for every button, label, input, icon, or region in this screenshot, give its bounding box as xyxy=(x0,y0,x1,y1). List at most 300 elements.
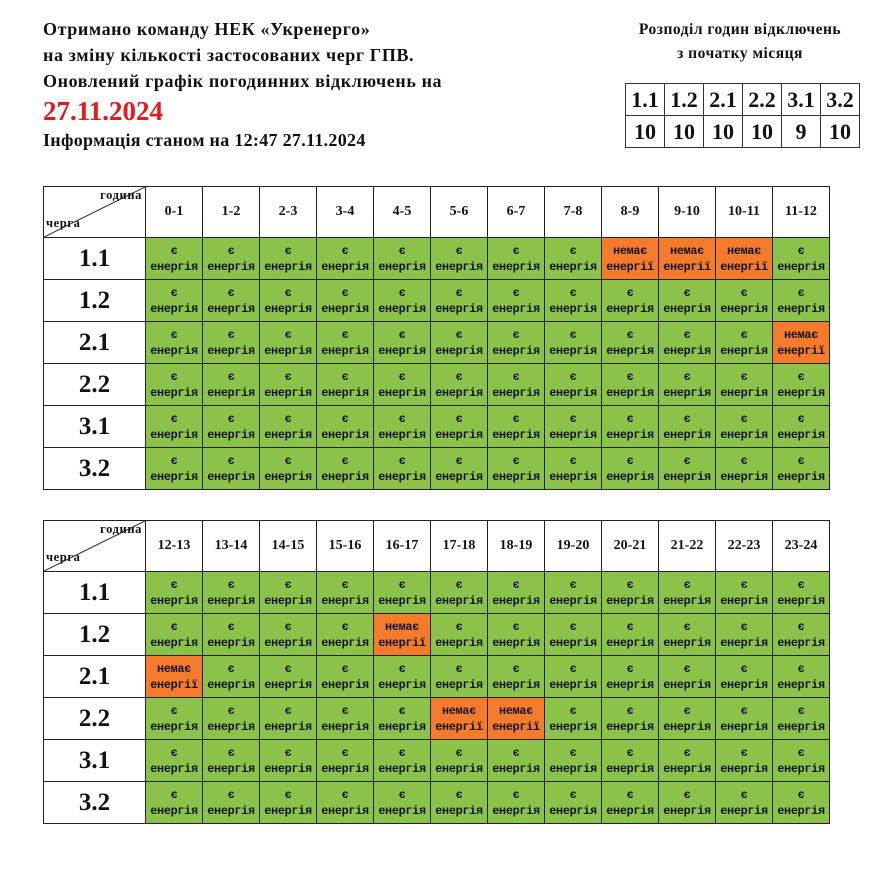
queue-row xyxy=(44,448,830,490)
power-on-cell xyxy=(203,782,260,824)
cell-status-line-1: є xyxy=(284,411,292,426)
header-block xyxy=(43,16,442,152)
queue-label: 2.1 xyxy=(44,322,146,364)
power-off-cell xyxy=(146,656,203,698)
cell-status-line-2: енергія xyxy=(207,427,255,442)
cell-status-line-2: енергія xyxy=(720,427,768,442)
cell-status-line-1: є xyxy=(683,577,691,592)
cell-status-line-1: є xyxy=(341,453,349,468)
power-on-cell xyxy=(545,238,602,280)
cell-status-line-2: енергія xyxy=(321,593,369,608)
distribution-title xyxy=(620,18,860,66)
distribution-hours-cell: 10 xyxy=(821,116,860,148)
cell-status-line-2: енергія xyxy=(606,469,654,484)
cell-status-line-1: є xyxy=(797,745,805,760)
cell-status-line-2: енергія xyxy=(264,427,312,442)
cell-status-line-2: енергія xyxy=(777,635,825,650)
power-on-cell xyxy=(488,448,545,490)
cell-status-line-1: є xyxy=(398,411,406,426)
cell-status-line-2: енергія xyxy=(663,427,711,442)
cell-status-line-1: є xyxy=(569,619,577,634)
cell-status-line-2: енергія xyxy=(492,469,540,484)
cell-status-line-2: енергія xyxy=(435,593,483,608)
cell-status-line-2: енергія xyxy=(777,677,825,692)
cell-status-line-1: є xyxy=(797,661,805,676)
cell-status-line-2: енергії xyxy=(492,719,540,734)
cell-status-line-2: енергія xyxy=(207,635,255,650)
cell-status-line-2: енергія xyxy=(777,719,825,734)
hour-header: 13-14 xyxy=(203,521,260,572)
cell-status-line-1: є xyxy=(341,787,349,802)
cell-status-line-2: енергія xyxy=(378,469,426,484)
power-on-cell xyxy=(545,572,602,614)
cell-status-line-1: є xyxy=(170,619,178,634)
cell-status-line-2: енергія xyxy=(663,385,711,400)
cell-status-line-2: енергія xyxy=(492,427,540,442)
power-on-cell xyxy=(260,448,317,490)
cell-status-line-1: є xyxy=(341,745,349,760)
cell-status-line-2: енергія xyxy=(321,469,369,484)
cell-status-line-1: є xyxy=(398,661,406,676)
hour-header: 9-10 xyxy=(659,187,716,238)
cell-status-line-1: є xyxy=(797,453,805,468)
cell-status-line-1: є xyxy=(569,411,577,426)
cell-status-line-2: енергія xyxy=(777,593,825,608)
cell-status-line-2: енергія xyxy=(492,301,540,316)
power-on-cell xyxy=(431,614,488,656)
cell-status-line-1: є xyxy=(398,787,406,802)
power-on-cell xyxy=(602,656,659,698)
power-on-cell xyxy=(203,238,260,280)
hour-header: 17-18 xyxy=(431,521,488,572)
cell-status-line-1: є xyxy=(398,285,406,300)
queue-label: 1.2 xyxy=(44,614,146,656)
power-on-cell xyxy=(659,280,716,322)
hour-header: 23-24 xyxy=(773,521,830,572)
cell-status-line-1: є xyxy=(569,327,577,342)
power-on-cell xyxy=(602,406,659,448)
cell-status-line-1: є xyxy=(626,453,634,468)
cell-status-line-1: є xyxy=(683,411,691,426)
cell-status-line-2: енергія xyxy=(435,343,483,358)
cell-status-line-2: енергія xyxy=(777,385,825,400)
power-on-cell xyxy=(317,698,374,740)
cell-status-line-1: є xyxy=(170,327,178,342)
power-on-cell xyxy=(260,740,317,782)
cell-status-line-1: є xyxy=(569,661,577,676)
cell-status-line-2: енергія xyxy=(435,761,483,776)
cell-status-line-2: енергія xyxy=(150,469,198,484)
cell-status-line-1: є xyxy=(284,369,292,384)
power-on-cell xyxy=(317,656,374,698)
cell-status-line-1: є xyxy=(170,577,178,592)
power-on-cell xyxy=(716,280,773,322)
cell-status-line-1: є xyxy=(512,577,520,592)
hour-header: 1-2 xyxy=(203,187,260,238)
power-on-cell xyxy=(146,322,203,364)
cell-status-line-1: є xyxy=(512,411,520,426)
cell-status-line-1: є xyxy=(284,577,292,592)
cell-status-line-1: є xyxy=(170,243,178,258)
power-on-cell xyxy=(260,698,317,740)
power-on-cell xyxy=(431,656,488,698)
cell-status-line-1: є xyxy=(683,453,691,468)
power-on-cell xyxy=(146,614,203,656)
power-on-cell xyxy=(203,364,260,406)
cell-status-line-1: немає xyxy=(499,703,533,718)
cell-status-line-2: енергія xyxy=(150,343,198,358)
cell-status-line-1: є xyxy=(626,787,634,802)
power-on-cell xyxy=(488,280,545,322)
cell-status-line-2: енергія xyxy=(264,677,312,692)
cell-status-line-1: є xyxy=(341,703,349,718)
cell-status-line-1: є xyxy=(569,369,577,384)
power-on-cell xyxy=(260,364,317,406)
hour-header: 10-11 xyxy=(716,187,773,238)
cell-status-line-2: енергія xyxy=(264,469,312,484)
power-on-cell xyxy=(431,364,488,406)
power-on-cell xyxy=(260,572,317,614)
queue-row xyxy=(44,322,830,364)
cell-status-line-1: є xyxy=(569,577,577,592)
cell-status-line-1: є xyxy=(683,661,691,676)
cell-status-line-1: є xyxy=(740,327,748,342)
power-on-cell xyxy=(317,740,374,782)
power-on-cell xyxy=(545,280,602,322)
power-on-cell xyxy=(545,782,602,824)
cell-status-line-1: є xyxy=(740,745,748,760)
header-line-2: на зміну кількості застосованих черг ГПВ. xyxy=(43,45,415,65)
cell-status-line-2: енергія xyxy=(264,385,312,400)
power-on-cell xyxy=(602,782,659,824)
queue-axis-label: черга xyxy=(46,550,81,564)
power-on-cell xyxy=(488,322,545,364)
power-on-cell xyxy=(374,280,431,322)
power-on-cell xyxy=(203,656,260,698)
queue-row xyxy=(44,406,830,448)
cell-status-line-2: енергія xyxy=(321,259,369,274)
cell-status-line-2: енергія xyxy=(663,677,711,692)
cell-status-line-2: енергія xyxy=(378,803,426,818)
queue-row xyxy=(44,238,830,280)
cell-status-line-1: є xyxy=(170,285,178,300)
power-on-cell xyxy=(716,656,773,698)
cell-status-line-2: енергія xyxy=(264,761,312,776)
distribution-queue-cell: 2.1 xyxy=(704,84,743,116)
cell-status-line-2: енергія xyxy=(492,677,540,692)
cell-status-line-2: енергія xyxy=(435,427,483,442)
cell-status-line-1: є xyxy=(284,243,292,258)
cell-status-line-2: енергія xyxy=(207,761,255,776)
power-on-cell xyxy=(659,572,716,614)
cell-status-line-1: є xyxy=(455,327,463,342)
power-on-cell xyxy=(602,448,659,490)
power-on-cell xyxy=(773,406,830,448)
cell-status-line-2: енергія xyxy=(321,719,369,734)
hour-header: 19-20 xyxy=(545,521,602,572)
schedule-table-am xyxy=(43,186,830,490)
distribution-hours-cell: 9 xyxy=(782,116,821,148)
cell-status-line-2: енергія xyxy=(378,761,426,776)
cell-status-line-2: енергія xyxy=(150,301,198,316)
cell-status-line-1: є xyxy=(683,745,691,760)
hour-header: 14-15 xyxy=(260,521,317,572)
cell-status-line-2: енергія xyxy=(207,593,255,608)
cell-status-line-1: є xyxy=(569,285,577,300)
cell-status-line-1: є xyxy=(170,369,178,384)
cell-status-line-2: енергія xyxy=(663,343,711,358)
cell-status-line-1: є xyxy=(284,787,292,802)
cell-status-line-2: енергія xyxy=(549,427,597,442)
hour-axis-label: година xyxy=(100,188,142,202)
hour-header: 22-23 xyxy=(716,521,773,572)
power-on-cell xyxy=(545,614,602,656)
queue-row xyxy=(44,782,830,824)
cell-status-line-1: є xyxy=(455,243,463,258)
power-on-cell xyxy=(146,740,203,782)
power-off-cell xyxy=(773,322,830,364)
queue-row xyxy=(44,280,830,322)
cell-status-line-2: енергія xyxy=(663,301,711,316)
cell-status-line-1: є xyxy=(512,369,520,384)
header-line-1: Отримано команду НЕК «Укренерго» xyxy=(43,19,371,39)
cell-status-line-1: є xyxy=(512,619,520,634)
cell-status-line-1: є xyxy=(341,243,349,258)
cell-status-line-1: є xyxy=(284,285,292,300)
cell-status-line-1: є xyxy=(626,577,634,592)
queue-label: 1.1 xyxy=(44,238,146,280)
cell-status-line-1: є xyxy=(227,577,235,592)
power-on-cell xyxy=(488,656,545,698)
cell-status-line-1: є xyxy=(170,453,178,468)
cell-status-line-1: є xyxy=(626,745,634,760)
power-on-cell xyxy=(659,656,716,698)
cell-status-line-1: є xyxy=(626,369,634,384)
distribution-queue-cell: 1.1 xyxy=(626,84,665,116)
hour-header: 0-1 xyxy=(146,187,203,238)
hour-header: 21-22 xyxy=(659,521,716,572)
queue-label: 2.2 xyxy=(44,364,146,406)
power-on-cell xyxy=(545,698,602,740)
power-on-cell xyxy=(545,656,602,698)
power-on-cell xyxy=(431,406,488,448)
cell-status-line-1: є xyxy=(797,787,805,802)
power-on-cell xyxy=(146,782,203,824)
power-on-cell xyxy=(374,656,431,698)
queue-label: 1.1 xyxy=(44,572,146,614)
cell-status-line-2: енергія xyxy=(207,385,255,400)
cell-status-line-2: енергія xyxy=(207,259,255,274)
power-on-cell xyxy=(146,238,203,280)
power-on-cell xyxy=(488,238,545,280)
power-on-cell xyxy=(317,280,374,322)
cell-status-line-1: є xyxy=(797,243,805,258)
cell-status-line-1: є xyxy=(626,661,634,676)
cell-status-line-2: енергія xyxy=(720,593,768,608)
power-on-cell xyxy=(488,364,545,406)
cell-status-line-1: немає xyxy=(727,243,761,258)
power-on-cell xyxy=(317,448,374,490)
cell-status-line-2: енергія xyxy=(321,677,369,692)
cell-status-line-2: енергії xyxy=(150,677,198,692)
cell-status-line-1: є xyxy=(797,369,805,384)
power-on-cell xyxy=(602,322,659,364)
cell-status-line-2: енергія xyxy=(435,469,483,484)
power-on-cell xyxy=(146,448,203,490)
cell-status-line-2: енергія xyxy=(150,259,198,274)
power-on-cell xyxy=(260,322,317,364)
power-on-cell xyxy=(374,364,431,406)
power-on-cell xyxy=(317,322,374,364)
power-on-cell xyxy=(488,740,545,782)
power-on-cell xyxy=(716,740,773,782)
cell-status-line-2: енергія xyxy=(549,301,597,316)
cell-status-line-2: енергія xyxy=(492,761,540,776)
power-on-cell xyxy=(431,740,488,782)
power-on-cell xyxy=(773,614,830,656)
cell-status-line-2: енергія xyxy=(606,301,654,316)
cell-status-line-2: енергія xyxy=(378,427,426,442)
cell-status-line-2: енергія xyxy=(720,677,768,692)
power-on-cell xyxy=(716,406,773,448)
schedule-table-pm xyxy=(43,520,830,824)
hours-header-row xyxy=(44,521,830,572)
cell-status-line-1: є xyxy=(455,411,463,426)
cell-status-line-2: енергія xyxy=(150,719,198,734)
cell-status-line-1: є xyxy=(797,411,805,426)
cell-status-line-2: енергія xyxy=(378,259,426,274)
cell-status-line-1: є xyxy=(797,619,805,634)
power-on-cell xyxy=(431,572,488,614)
cell-status-line-2: енергії xyxy=(378,635,426,650)
power-on-cell xyxy=(773,238,830,280)
power-on-cell xyxy=(317,782,374,824)
cell-status-line-1: є xyxy=(455,285,463,300)
cell-status-line-1: є xyxy=(170,703,178,718)
power-on-cell xyxy=(716,698,773,740)
cell-status-line-2: енергія xyxy=(321,301,369,316)
cell-status-line-1: є xyxy=(455,745,463,760)
cell-status-line-2: енергія xyxy=(492,259,540,274)
queue-label: 2.2 xyxy=(44,698,146,740)
cell-status-line-2: енергія xyxy=(663,803,711,818)
cell-status-line-2: енергія xyxy=(321,635,369,650)
cell-status-line-1: є xyxy=(626,327,634,342)
cell-status-line-1: є xyxy=(626,285,634,300)
queue-row xyxy=(44,740,830,782)
cell-status-line-2: енергія xyxy=(435,385,483,400)
cell-status-line-2: енергія xyxy=(150,427,198,442)
cell-status-line-2: енергія xyxy=(720,385,768,400)
cell-status-line-1: є xyxy=(455,369,463,384)
cell-status-line-1: є xyxy=(341,411,349,426)
power-on-cell xyxy=(317,572,374,614)
power-on-cell xyxy=(773,740,830,782)
power-on-cell xyxy=(716,614,773,656)
cell-status-line-1: є xyxy=(740,619,748,634)
power-on-cell xyxy=(602,698,659,740)
cell-status-line-2: енергія xyxy=(435,301,483,316)
power-off-cell xyxy=(488,698,545,740)
distribution-title-line-2: з початку місяця xyxy=(677,45,803,62)
power-on-cell xyxy=(260,782,317,824)
cell-status-line-1: є xyxy=(569,243,577,258)
cell-status-line-2: енергія xyxy=(207,343,255,358)
cell-status-line-2: енергія xyxy=(606,635,654,650)
queue-label: 3.2 xyxy=(44,448,146,490)
cell-status-line-1: є xyxy=(398,577,406,592)
power-on-cell xyxy=(431,782,488,824)
cell-status-line-2: енергія xyxy=(606,593,654,608)
cell-status-line-2: енергія xyxy=(663,761,711,776)
cell-status-line-2: енергія xyxy=(777,803,825,818)
cell-status-line-2: енергія xyxy=(549,385,597,400)
distribution-hours-row xyxy=(626,116,860,148)
cell-status-line-1: немає xyxy=(442,703,476,718)
power-on-cell xyxy=(716,364,773,406)
corner-cell xyxy=(44,187,146,238)
cell-status-line-2: енергія xyxy=(207,719,255,734)
distribution-queue-cell: 3.2 xyxy=(821,84,860,116)
cell-status-line-2: енергія xyxy=(549,343,597,358)
power-on-cell xyxy=(773,698,830,740)
queue-row xyxy=(44,572,830,614)
power-off-cell xyxy=(374,614,431,656)
cell-status-line-2: енергія xyxy=(378,677,426,692)
power-on-cell xyxy=(488,406,545,448)
info-timestamp: Інформація станом на 12:47 27.11.2024 xyxy=(43,130,366,150)
cell-status-line-1: є xyxy=(569,745,577,760)
power-off-cell xyxy=(716,238,773,280)
cell-status-line-2: енергія xyxy=(264,719,312,734)
distribution-hours-cell: 10 xyxy=(665,116,704,148)
cell-status-line-2: енергія xyxy=(549,677,597,692)
power-on-cell xyxy=(146,280,203,322)
power-on-cell xyxy=(431,322,488,364)
cell-status-line-1: є xyxy=(512,661,520,676)
cell-status-line-2: енергія xyxy=(321,761,369,776)
cell-status-line-2: енергія xyxy=(720,469,768,484)
cell-status-line-2: енергія xyxy=(663,469,711,484)
distribution-queue-cell: 3.1 xyxy=(782,84,821,116)
cell-status-line-2: енергія xyxy=(435,677,483,692)
power-on-cell xyxy=(203,280,260,322)
cell-status-line-2: енергія xyxy=(720,301,768,316)
cell-status-line-1: є xyxy=(683,787,691,802)
distribution-title-line-1: Розподіл годин відключень xyxy=(638,21,842,38)
cell-status-line-1: є xyxy=(170,411,178,426)
power-on-cell xyxy=(773,656,830,698)
cell-status-line-1: є xyxy=(227,243,235,258)
cell-status-line-2: енергія xyxy=(777,259,825,274)
power-on-cell xyxy=(773,448,830,490)
hour-header: 5-6 xyxy=(431,187,488,238)
power-on-cell xyxy=(374,572,431,614)
cell-status-line-2: енергія xyxy=(378,385,426,400)
power-on-cell xyxy=(488,782,545,824)
distribution-hours-cell: 10 xyxy=(626,116,665,148)
power-on-cell xyxy=(488,572,545,614)
cell-status-line-1: є xyxy=(626,619,634,634)
power-on-cell xyxy=(260,614,317,656)
cell-status-line-2: енергія xyxy=(435,635,483,650)
cell-status-line-1: є xyxy=(740,661,748,676)
cell-status-line-2: енергія xyxy=(150,593,198,608)
power-on-cell xyxy=(716,572,773,614)
cell-status-line-2: енергія xyxy=(321,385,369,400)
cell-status-line-1: є xyxy=(341,577,349,592)
cell-status-line-1: є xyxy=(227,411,235,426)
